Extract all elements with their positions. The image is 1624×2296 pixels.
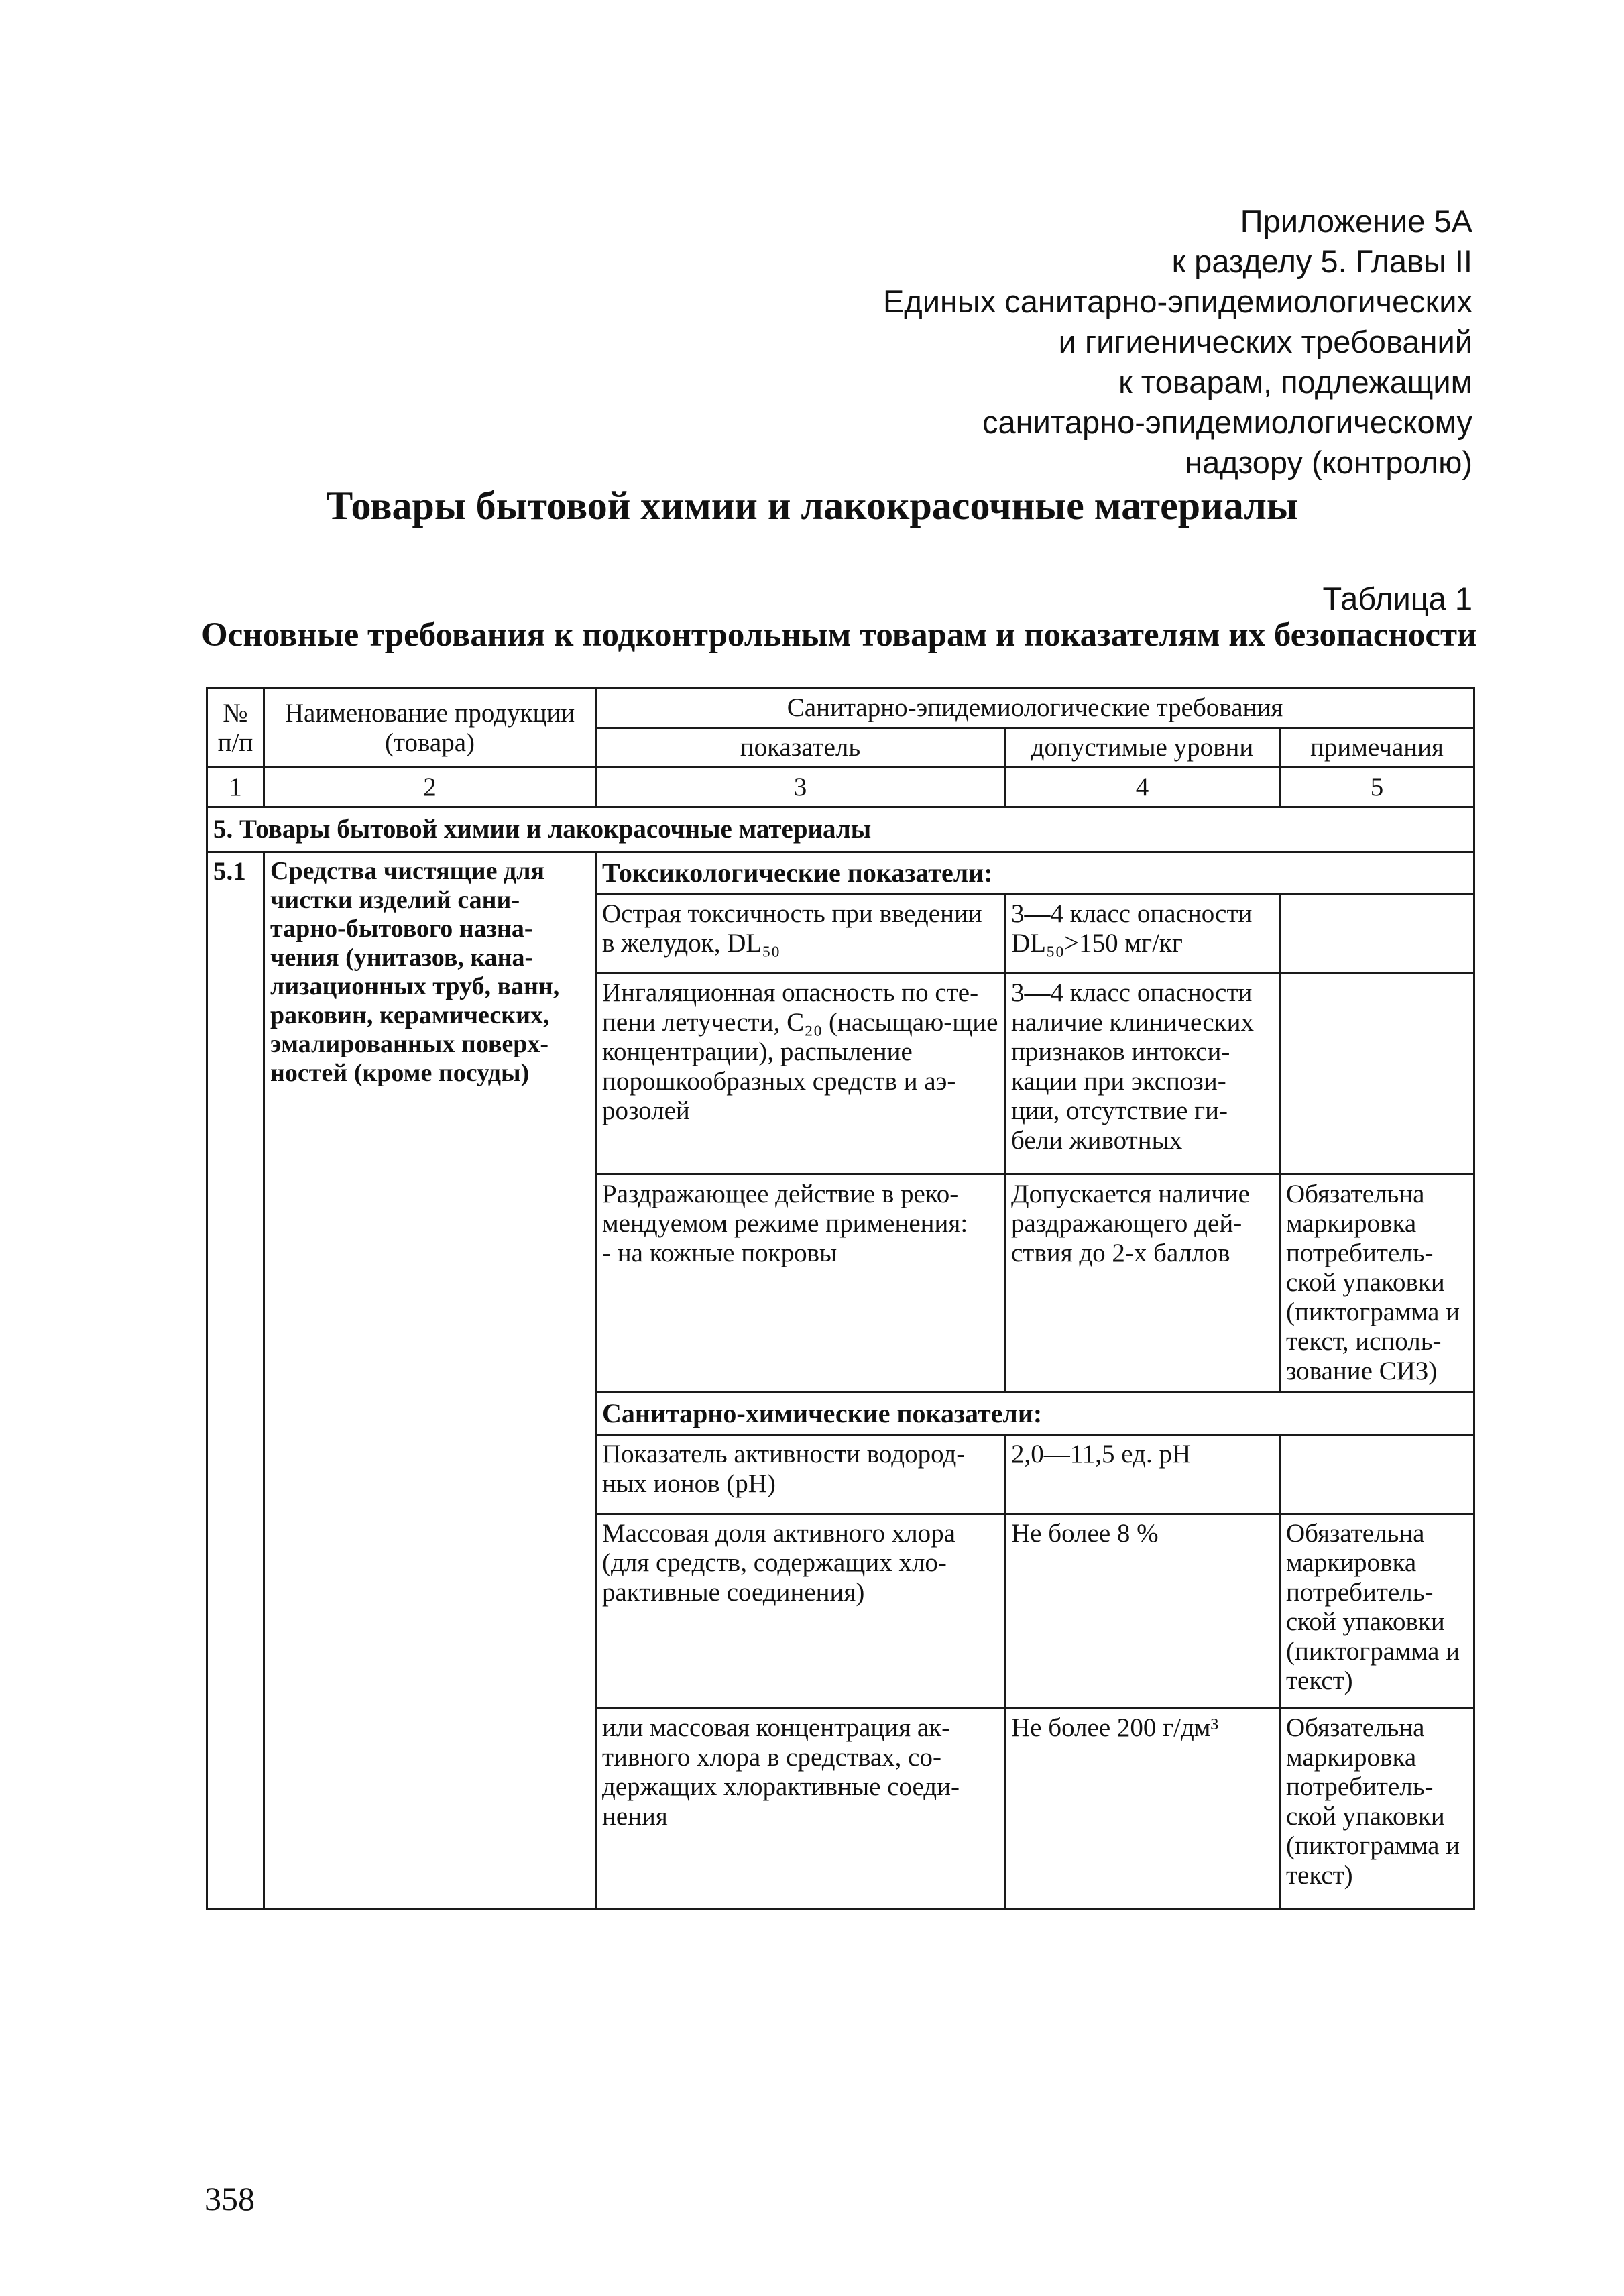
indicator-cell: Острая токсичность при введении в желудок, DL₅₀ [596,895,1005,974]
level-cell: Не более 200 г/дм³ [1005,1709,1280,1910]
page-number: 358 [205,2180,255,2218]
item-number: 5.1 [207,852,264,1910]
appendix-line: Приложение 5А [1240,203,1472,239]
note-cell: Обязательна маркировка потребитель-ской упаковки (пиктограмма и текст) [1280,1514,1474,1709]
level-cell: 2,0—11,5 ед. pH [1005,1435,1280,1514]
level-cell: Допускается наличие раздражающего дей-ствия до 2-х баллов [1005,1175,1280,1393]
header-indicator: показатель [596,728,1005,768]
appendix-line: к разделу 5. Главы II [1171,243,1472,279]
section-row [207,807,1474,852]
requirements-table [206,687,1475,1910]
level-cell: Не более 8 % [1005,1514,1280,1709]
appendix-line: надзору (контролю) [1185,445,1472,480]
level-cell: 3—4 класс опасности DL₅₀>150 мг/кг [1005,895,1280,974]
table-number: Таблица 1 [1322,581,1472,616]
item-name: Средства чистящие для чистки изделий сани-тарно-бытового назна-чения (унитазов, кана-лизационных труб, ванн, раковин, керамических, эмалированных поверх-ностей (кроме посуды) [264,852,596,1910]
appendix-line: и гигиенических требований [1058,324,1472,359]
document-title: Товары бытовой химии и лакокрасочные материалы [326,483,1298,528]
indicator-cell: Ингаляционная опасность по сте-пени летучести, C₂₀ (насыщаю-щие концентрации), распыление порошкообразных средств и аэ-розолей [596,974,1005,1175]
indicator-cell: Показатель активности водород-ных ионов (pH) [596,1435,1005,1514]
tox-subheader: Токсикологические показатели: [596,852,1474,895]
header-levels: допустимые уровни [1005,728,1280,768]
table-row [207,852,1474,895]
indicator-cell: или массовая концентрация ак-тивного хлора в средствах, со-держащих хлорактивные соеди-нения [596,1709,1005,1910]
note-cell [1280,895,1474,974]
indicator-cell: Массовая доля активного хлора (для средств, содержащих хло-рактивные соединения) [596,1514,1005,1709]
col-number: 3 [596,768,1005,807]
appendix-line: санитарно-эпидемиологическому [982,404,1472,440]
note-cell: Обязательна маркировка потребитель-ской упаковки (пиктограмма и текст) [1280,1709,1474,1910]
column-number-row [207,768,1474,807]
note-cell: Обязательна маркировка потребитель-ской упаковки (пиктограмма и текст, исполь-зование СИЗ) [1280,1175,1474,1393]
col-number: 4 [1005,768,1280,807]
note-cell [1280,1435,1474,1514]
header-name: Наименование продукции (товара) [264,689,596,768]
indicator-cell: Раздражающее действие в реко-мендуемом режиме применения: - на кожные покровы [596,1175,1005,1393]
level-cell: 3—4 класс опасности наличие клинических признаков интокси-кации при экспози-ции, отсутствие ги-бели животных [1005,974,1280,1175]
section-title: 5. Товары бытовой химии и лакокрасочные материалы [207,807,1474,852]
header-row [207,689,1474,728]
appendix-caption [668,201,1472,483]
appendix-line: Единых санитарно-эпидемиологических [882,284,1472,319]
col-number: 2 [264,768,596,807]
header-notes: примечания [1280,728,1474,768]
col-number: 1 [207,768,264,807]
appendix-line: к товарам, подлежащим [1118,364,1472,400]
chem-subheader: Санитарно-химические показатели: [596,1393,1474,1435]
col-number: 5 [1280,768,1474,807]
header-group: Санитарно-эпидемиологические требования [596,689,1474,728]
table-title: Основные требования к подконтрольным товарам и показателям их безопасности [201,616,1477,654]
header-num: № п/п [207,689,264,768]
note-cell [1280,974,1474,1175]
